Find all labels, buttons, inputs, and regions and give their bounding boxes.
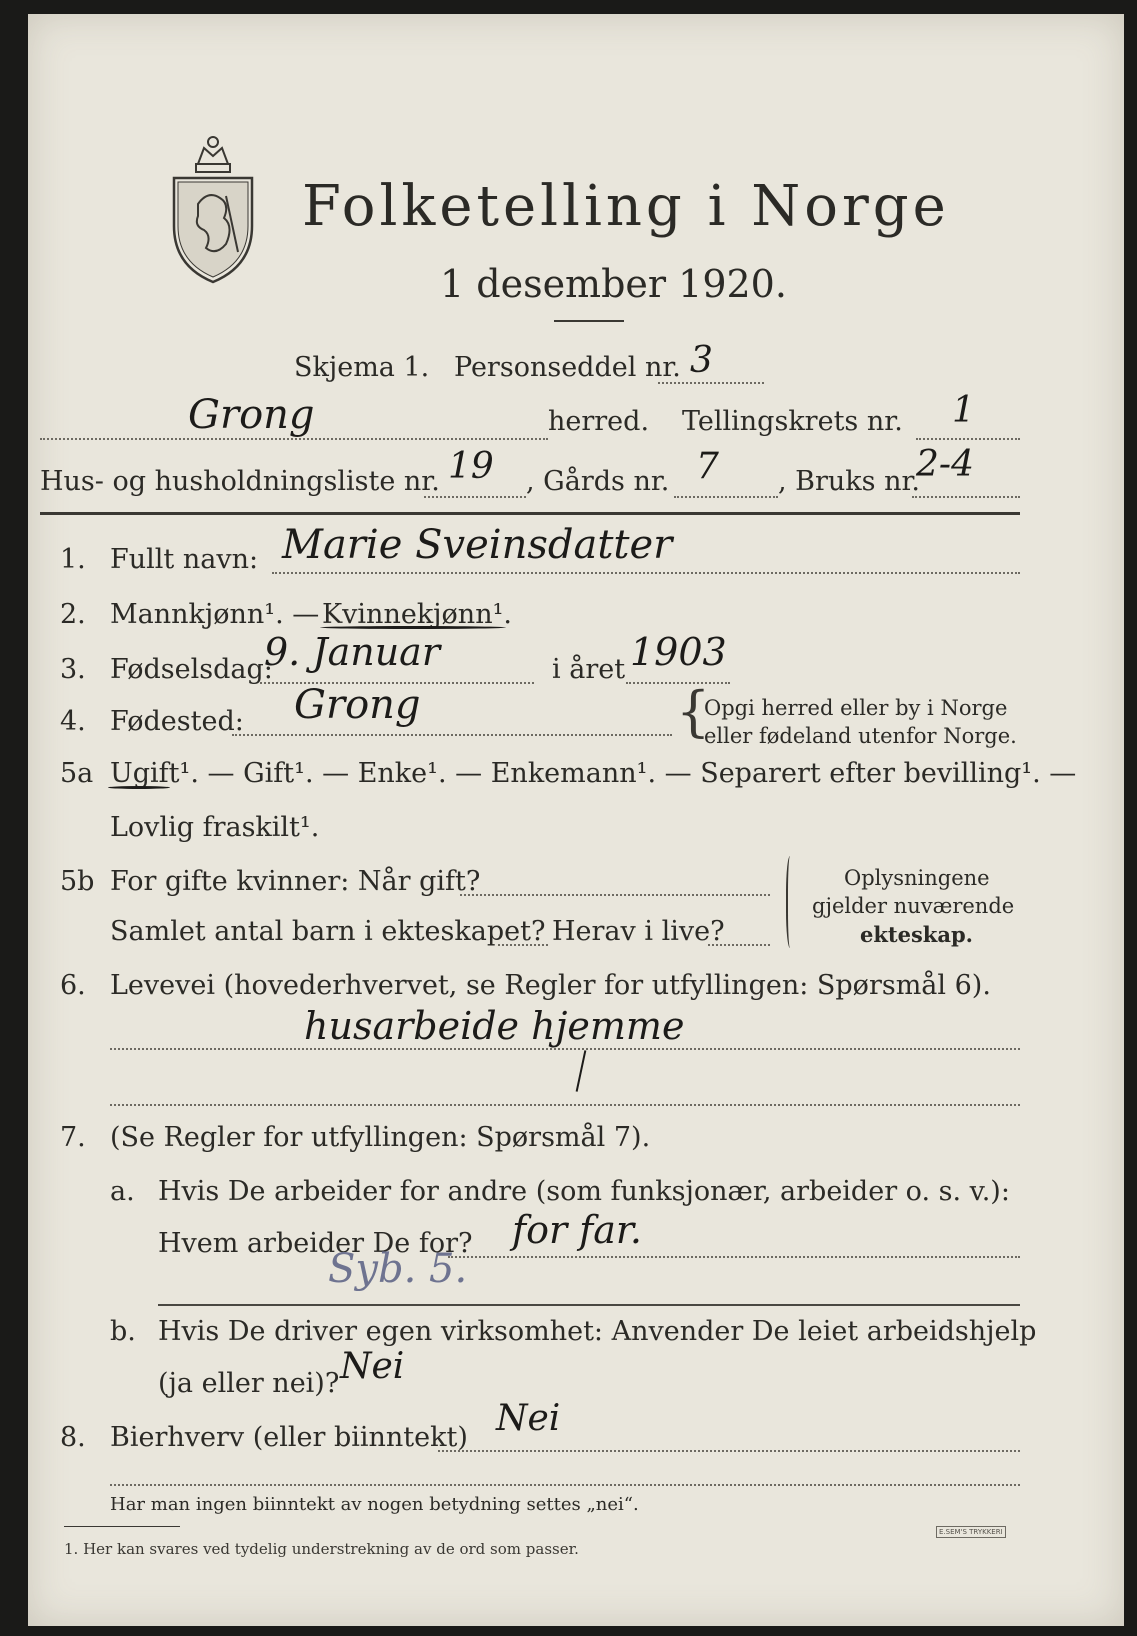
q5a-options-line-2[interactable]: Lovlig fraskilt¹. [110, 812, 320, 843]
q5b-children-label: Samlet antal barn i ekteskapet? [110, 916, 546, 947]
q2-number: 2. [60, 599, 86, 630]
q3-year-value[interactable]: 1903 [630, 630, 727, 674]
bruks-value[interactable]: 2-4 [916, 444, 974, 485]
herred-value[interactable]: Grong [188, 392, 315, 438]
personseddel-line [658, 382, 764, 384]
personseddel-label: Personseddel nr. [454, 352, 681, 383]
q5b-married-label: For gifte kvinner: Når gift? [110, 866, 481, 897]
q7a-pencil-annotation: Syb. 5. [328, 1246, 468, 1292]
tellingskrets-line [916, 438, 1020, 440]
hus-value[interactable]: 19 [448, 446, 494, 487]
q1-line [272, 572, 1020, 574]
q4-note-brace: { [676, 680, 711, 743]
q1-full-name[interactable]: Marie Sveinsdatter [282, 522, 673, 568]
personseddel-value[interactable]: 3 [690, 340, 713, 381]
herred-line [40, 438, 548, 440]
hus-line [424, 496, 526, 498]
q5b-children-line [498, 944, 548, 946]
q7-label: (Se Regler for utfyllingen: Spørsmål 7). [110, 1122, 651, 1153]
q7b-answer-value[interactable]: Nei [340, 1346, 405, 1387]
q7a-employer-value[interactable]: for far. [512, 1208, 642, 1252]
q4-note-line-2: eller fødeland utenfor Norge. [704, 724, 1017, 748]
q7-number: 7. [60, 1122, 86, 1153]
herred-label: herred. [548, 406, 650, 437]
q5b-note-brace [786, 856, 796, 948]
q4-label: Fødested: [110, 706, 244, 737]
q7a-employer-line [448, 1256, 1020, 1258]
header-divider [40, 512, 1020, 515]
bruks-label: , Bruks nr. [778, 466, 921, 497]
q8-label: Bierhverv (eller biinntekt) [110, 1422, 468, 1453]
bruks-line [912, 496, 1020, 498]
q4-line [232, 734, 672, 736]
bleed-through-text [408, 66, 413, 86]
q5b-alive-line [708, 944, 770, 946]
gards-value[interactable]: 7 [696, 446, 719, 487]
q6-label: Levevei (hovederhvervet, se Regler for utfyllingen: Spørsmål 6). [110, 970, 991, 1001]
form-date: 1 desember 1920. [440, 262, 787, 306]
q7a-letter: a. [110, 1176, 135, 1207]
footnote-text: 1. Her kan svares ved tydelig understrekning av de ord som passer. [64, 1540, 579, 1558]
form-title: Folketelling i Norge [302, 174, 950, 239]
q5b-married-line [460, 894, 770, 896]
q7b-yes-no-label: (ja eller nei)? [158, 1368, 340, 1399]
q5b-number: 5b [60, 866, 95, 897]
q6-line-1 [110, 1048, 1020, 1050]
coat-of-arms-icon [168, 126, 258, 286]
q5a-selection-underline [108, 786, 170, 789]
printer-stamp: E.SEM'S TRYKKERI [936, 1526, 1006, 1538]
q6-line-2 [110, 1104, 1020, 1106]
tellingskrets-label: Tellingskrets nr. [682, 406, 903, 437]
q3-year-label: i året [552, 654, 626, 685]
census-form-sheet [28, 14, 1124, 1626]
q8-answer-value[interactable]: Nei [496, 1398, 561, 1439]
q6-pen-stroke [576, 1050, 587, 1091]
q3-birthday-value[interactable]: 9. Januar [264, 630, 440, 674]
q4-number: 4. [60, 706, 86, 737]
q3-label: Fødselsdag: [110, 654, 273, 685]
q5b-note-line-2: gjelder nuværende [812, 894, 1015, 918]
q6-occupation-value[interactable]: husarbeide hjemme [304, 1004, 685, 1048]
q7b-letter: b. [110, 1316, 136, 1347]
q6-number: 6. [60, 970, 86, 1001]
q5b-note-line-1: Oplysningene [844, 866, 990, 890]
q8-number: 8. [60, 1422, 86, 1453]
q2-selection-underline [320, 626, 506, 629]
gards-label: , Gårds nr. [526, 466, 670, 497]
tellingskrets-value[interactable]: 1 [952, 390, 975, 431]
hus-label: Hus- og husholdningsliste nr. [40, 466, 440, 497]
q5b-alive-label: Herav i live? [552, 916, 725, 947]
q2-male-option[interactable]: Mannkjønn¹. — [110, 599, 320, 630]
q1-number: 1. [60, 544, 86, 575]
q8-line [438, 1450, 1020, 1452]
q4-birthplace-value[interactable]: Grong [294, 682, 421, 728]
gards-line [674, 496, 778, 498]
q5b-note-line-3: ekteskap. [860, 922, 973, 947]
footer-note: Har man ingen biinntekt av nogen betydning settes „nei“. [110, 1494, 639, 1515]
q7a-question: Hvis De arbeider for andre (som funksjonær, arbeider o. s. v.): [158, 1176, 1010, 1207]
q5a-number: 5a [60, 758, 94, 789]
q4-note-line-1: Opgi herred eller by i Norge [704, 696, 1008, 720]
title-divider [554, 320, 624, 322]
q5a-options[interactable]: Ugift¹. — Gift¹. — Enke¹. — Enkemann¹. — Separert efter bevilling¹. — [110, 758, 1077, 789]
q7a-employer-label: Hvem arbeider De for? [158, 1228, 473, 1259]
q3-number: 3. [60, 654, 86, 685]
q7b-question: Hvis De driver egen virksomhet: Anvender De leiet arbeidshjelp [158, 1316, 1037, 1347]
q1-label: Fullt navn: [110, 544, 259, 575]
q7a-lower-rule [158, 1304, 1020, 1306]
q8-extra-line [110, 1484, 1020, 1486]
q2-female-option[interactable]: Kvinnekjønn¹. [322, 599, 512, 630]
schema-label: Skjema 1. [294, 352, 430, 383]
footnote-rule [64, 1526, 180, 1527]
